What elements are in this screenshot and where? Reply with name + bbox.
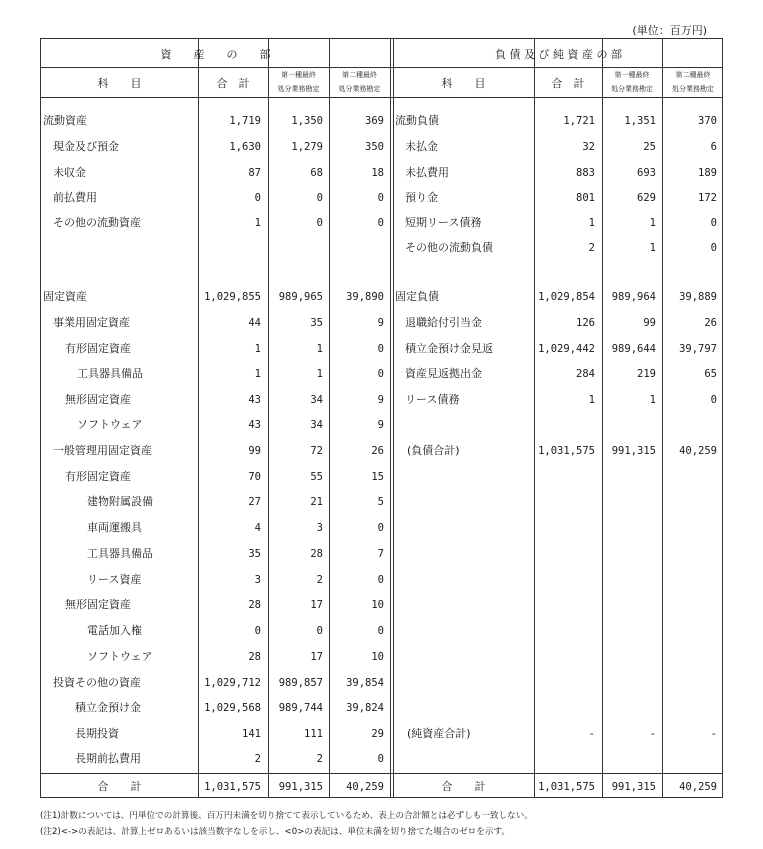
asset-item-label: ソフトウェア	[87, 650, 153, 663]
liability-type1-value: -	[649, 728, 656, 740]
asset-total-value: 70	[248, 471, 261, 483]
liability-item-label: 短期リース債務	[405, 216, 482, 229]
asset-type2-value: 7	[377, 548, 384, 560]
asset-total-value: 1,630	[229, 141, 261, 153]
liability-total-value: 1	[588, 394, 595, 406]
asset-type1-value: 111	[304, 728, 323, 740]
assets-type1-header: 第一種最終 処分業務勘定	[277, 71, 320, 93]
asset-type2-value: 0	[377, 522, 384, 534]
asset-type1-value: 72	[310, 445, 323, 457]
unit-label: (単位：百万円)	[632, 24, 707, 37]
liability-total-value: 1,029,854	[538, 291, 595, 303]
asset-type1-value: 68	[310, 167, 323, 179]
asset-item-label: 投資その他の資産	[53, 676, 141, 689]
asset-item-label: 一般管理用固定資産	[53, 444, 152, 457]
liability-type2-value: 40,259	[679, 445, 717, 457]
liability-type2-value: 6	[710, 141, 717, 153]
asset-type2-value: 0	[377, 753, 384, 765]
asset-type1-value: 989,744	[278, 702, 323, 714]
assets-total-label: 合 計	[97, 780, 142, 793]
asset-type1-value: 2	[316, 574, 323, 586]
liability-type2-value: 39,797	[679, 343, 717, 355]
liabilities-total-label: 合 計	[441, 780, 486, 793]
liability-item-label: (純資産合計)	[407, 727, 471, 740]
liability-item-label: 積立金預け金見返	[405, 342, 493, 355]
liability-item-label: 流動負債	[395, 114, 439, 127]
asset-total-value: 1	[254, 217, 261, 229]
liabilities-type2-header: 第二種最終 処分業務勘定	[672, 71, 714, 93]
asset-type2-value: 9	[377, 317, 384, 329]
liability-item-label: 未払金	[405, 140, 438, 153]
asset-type2-value: 26	[371, 445, 384, 457]
liability-type1-value: 629	[637, 192, 656, 204]
liability-item-label: その他の流動負債	[405, 241, 493, 254]
asset-type1-value: 35	[310, 317, 323, 329]
liability-type2-value: 370	[698, 115, 717, 127]
asset-type1-value: 3	[316, 522, 323, 534]
liability-type2-value: 172	[698, 192, 717, 204]
asset-total-value: 1	[254, 343, 261, 355]
asset-type1-value: 1,279	[291, 141, 323, 153]
liabilities-grand-total-type2: 40,259	[679, 781, 717, 793]
liability-type1-value: 1	[649, 217, 656, 229]
liability-type2-value: 39,889	[679, 291, 717, 303]
asset-type2-value: 29	[371, 728, 384, 740]
footnote-1: (注1)計数については、円単位での計算後、百万円未満を切り捨てて表示しているため、表上の合計額とは必ずしも一致しない。	[40, 811, 533, 821]
liability-total-value: 883	[576, 167, 595, 179]
assets-grand-total-type1: 991,315	[278, 781, 323, 793]
asset-type2-value: 39,890	[346, 291, 384, 303]
asset-item-label: 電話加入権	[87, 624, 142, 637]
asset-total-value: 0	[254, 625, 261, 637]
liability-type1-value: 219	[637, 368, 656, 380]
liability-type1-value: 989,644	[611, 343, 656, 355]
liability-item-label: 預り金	[405, 191, 438, 204]
liability-type2-value: -	[710, 728, 717, 740]
asset-total-value: 28	[248, 599, 261, 611]
asset-type1-value: 0	[316, 192, 323, 204]
asset-total-value: 87	[248, 167, 261, 179]
asset-total-value: 44	[248, 317, 261, 329]
liability-type1-value: 693	[637, 167, 656, 179]
liability-total-value: 284	[576, 368, 595, 380]
liability-item-label: (負債合計)	[407, 444, 460, 457]
asset-item-label: 工具器具備品	[77, 367, 143, 380]
asset-item-label: その他の流動資産	[53, 216, 141, 229]
liabilities-section-header: 負 債 及 び 純 資 産 の 部	[495, 48, 622, 61]
asset-item-label: 未収金	[53, 166, 86, 179]
asset-type2-value: 9	[377, 394, 384, 406]
liability-total-value: 801	[576, 192, 595, 204]
liabilities-total-header: 合 計	[551, 77, 585, 90]
asset-type1-value: 21	[310, 496, 323, 508]
asset-type2-value: 369	[365, 115, 384, 127]
asset-item-label: 建物附属設備	[87, 495, 153, 508]
asset-item-label: 車両運搬具	[87, 521, 142, 534]
liabilities-item-header: 科 目	[441, 77, 486, 90]
asset-total-value: 99	[248, 445, 261, 457]
footnote-2: (注2)<->の表記は、計算上ゼロあるいは該当数字なしを示し、<0>の表記は、単位未満を切り捨てた場合のゼロを示す。	[40, 827, 510, 837]
asset-total-value: 1	[254, 368, 261, 380]
liability-total-value: 1,029,442	[538, 343, 595, 355]
asset-total-value: 35	[248, 548, 261, 560]
asset-total-value: 28	[248, 651, 261, 663]
asset-type2-value: 18	[371, 167, 384, 179]
asset-type2-value: 9	[377, 419, 384, 431]
asset-item-label: 無形固定資産	[65, 598, 131, 611]
header-divider	[41, 97, 722, 98]
asset-type2-value: 39,824	[346, 702, 384, 714]
liability-type2-value: 0	[710, 242, 717, 254]
footnotes	[40, 808, 533, 840]
asset-type1-value: 0	[316, 217, 323, 229]
liability-item-label: リース債務	[405, 393, 460, 406]
asset-total-value: 43	[248, 394, 261, 406]
asset-type1-value: 989,965	[278, 291, 323, 303]
liability-type1-value: 25	[643, 141, 656, 153]
liability-type2-value: 0	[710, 394, 717, 406]
assets-total-header: 合 計	[216, 77, 250, 90]
asset-item-label: 有形固定資産	[65, 342, 131, 355]
liability-type1-value: 989,964	[611, 291, 656, 303]
asset-item-label: リース資産	[87, 573, 142, 586]
liability-total-value: 2	[588, 242, 595, 254]
asset-type1-value: 1,350	[291, 115, 323, 127]
asset-item-label: 有形固定資産	[65, 470, 131, 483]
asset-item-label: 長期前払費用	[75, 752, 141, 765]
liability-type1-value: 1	[649, 242, 656, 254]
asset-total-value: 4	[254, 522, 261, 534]
asset-type1-value: 989,857	[278, 677, 323, 689]
asset-item-label: 工具器具備品	[87, 547, 153, 560]
liabilities-type1-header: 第一種最終 処分業務勘定	[611, 71, 653, 93]
asset-total-value: 43	[248, 419, 261, 431]
asset-type1-value: 34	[310, 394, 323, 406]
asset-total-value: 3	[254, 574, 261, 586]
asset-total-value: 141	[242, 728, 261, 740]
asset-item-label: 積立金預け金	[75, 701, 141, 714]
total-divider	[41, 773, 722, 774]
asset-type2-value: 350	[365, 141, 384, 153]
assets-section-header: 資 産 の 部	[160, 48, 271, 61]
liability-total-value: 32	[582, 141, 595, 153]
asset-item-label: ソフトウェア	[77, 418, 143, 431]
asset-type2-value: 15	[371, 471, 384, 483]
asset-type2-value: 0	[377, 192, 384, 204]
asset-type1-value: 1	[316, 368, 323, 380]
asset-type1-value: 17	[310, 599, 323, 611]
asset-item-label: 前払費用	[53, 191, 97, 204]
balance-sheet-table	[40, 38, 723, 798]
asset-type1-value: 1	[316, 343, 323, 355]
asset-type1-value: 0	[316, 625, 323, 637]
asset-type2-value: 5	[377, 496, 384, 508]
liability-total-value: -	[588, 728, 595, 740]
asset-type1-value: 17	[310, 651, 323, 663]
center-divider	[390, 39, 394, 797]
liability-type1-value: 1	[649, 394, 656, 406]
asset-type2-value: 0	[377, 574, 384, 586]
assets-type2-header: 第二種最終 処分業務勘定	[338, 71, 381, 93]
liability-item-label: 退職給付引当金	[405, 316, 482, 329]
asset-type2-value: 0	[377, 625, 384, 637]
asset-type2-value: 0	[377, 217, 384, 229]
liability-type1-value: 991,315	[611, 445, 656, 457]
asset-total-value: 2	[254, 753, 261, 765]
asset-total-value: 27	[248, 496, 261, 508]
liability-type1-value: 99	[643, 317, 656, 329]
asset-item-label: 現金及び預金	[53, 140, 119, 153]
asset-item-label: 事業用固定資産	[53, 316, 130, 329]
asset-total-value: 1,029,855	[204, 291, 261, 303]
liability-type2-value: 189	[698, 167, 717, 179]
asset-total-value: 1,719	[229, 115, 261, 127]
liability-total-value: 1,031,575	[538, 445, 595, 457]
assets-item-header: 科 目	[97, 77, 142, 90]
asset-type1-value: 34	[310, 419, 323, 431]
asset-type1-value: 2	[316, 753, 323, 765]
liability-type2-value: 26	[704, 317, 717, 329]
asset-type2-value: 10	[371, 599, 384, 611]
asset-total-value: 0	[254, 192, 261, 204]
liability-item-label: 固定負債	[395, 290, 439, 303]
asset-total-value: 1,029,568	[204, 702, 261, 714]
asset-type2-value: 0	[377, 368, 384, 380]
liability-type1-value: 1,351	[624, 115, 656, 127]
asset-type2-value: 10	[371, 651, 384, 663]
asset-item-label: 流動資産	[43, 114, 87, 127]
liabilities-grand-total: 1,031,575	[538, 781, 595, 793]
asset-item-label: 無形固定資産	[65, 393, 131, 406]
assets-grand-total-type2: 40,259	[346, 781, 384, 793]
asset-item-label: 固定資産	[43, 290, 87, 303]
asset-type2-value: 0	[377, 343, 384, 355]
asset-total-value: 1,029,712	[204, 677, 261, 689]
liability-total-value: 126	[576, 317, 595, 329]
liability-item-label: 資産見返拠出金	[405, 367, 482, 380]
liability-total-value: 1	[588, 217, 595, 229]
asset-type2-value: 39,854	[346, 677, 384, 689]
liability-item-label: 未払費用	[405, 166, 449, 179]
liability-type2-value: 65	[704, 368, 717, 380]
assets-grand-total: 1,031,575	[204, 781, 261, 793]
asset-type1-value: 55	[310, 471, 323, 483]
liability-type2-value: 0	[710, 217, 717, 229]
asset-type1-value: 28	[310, 548, 323, 560]
liability-total-value: 1,721	[563, 115, 595, 127]
asset-item-label: 長期投資	[75, 727, 119, 740]
liabilities-grand-total-type1: 991,315	[611, 781, 656, 793]
